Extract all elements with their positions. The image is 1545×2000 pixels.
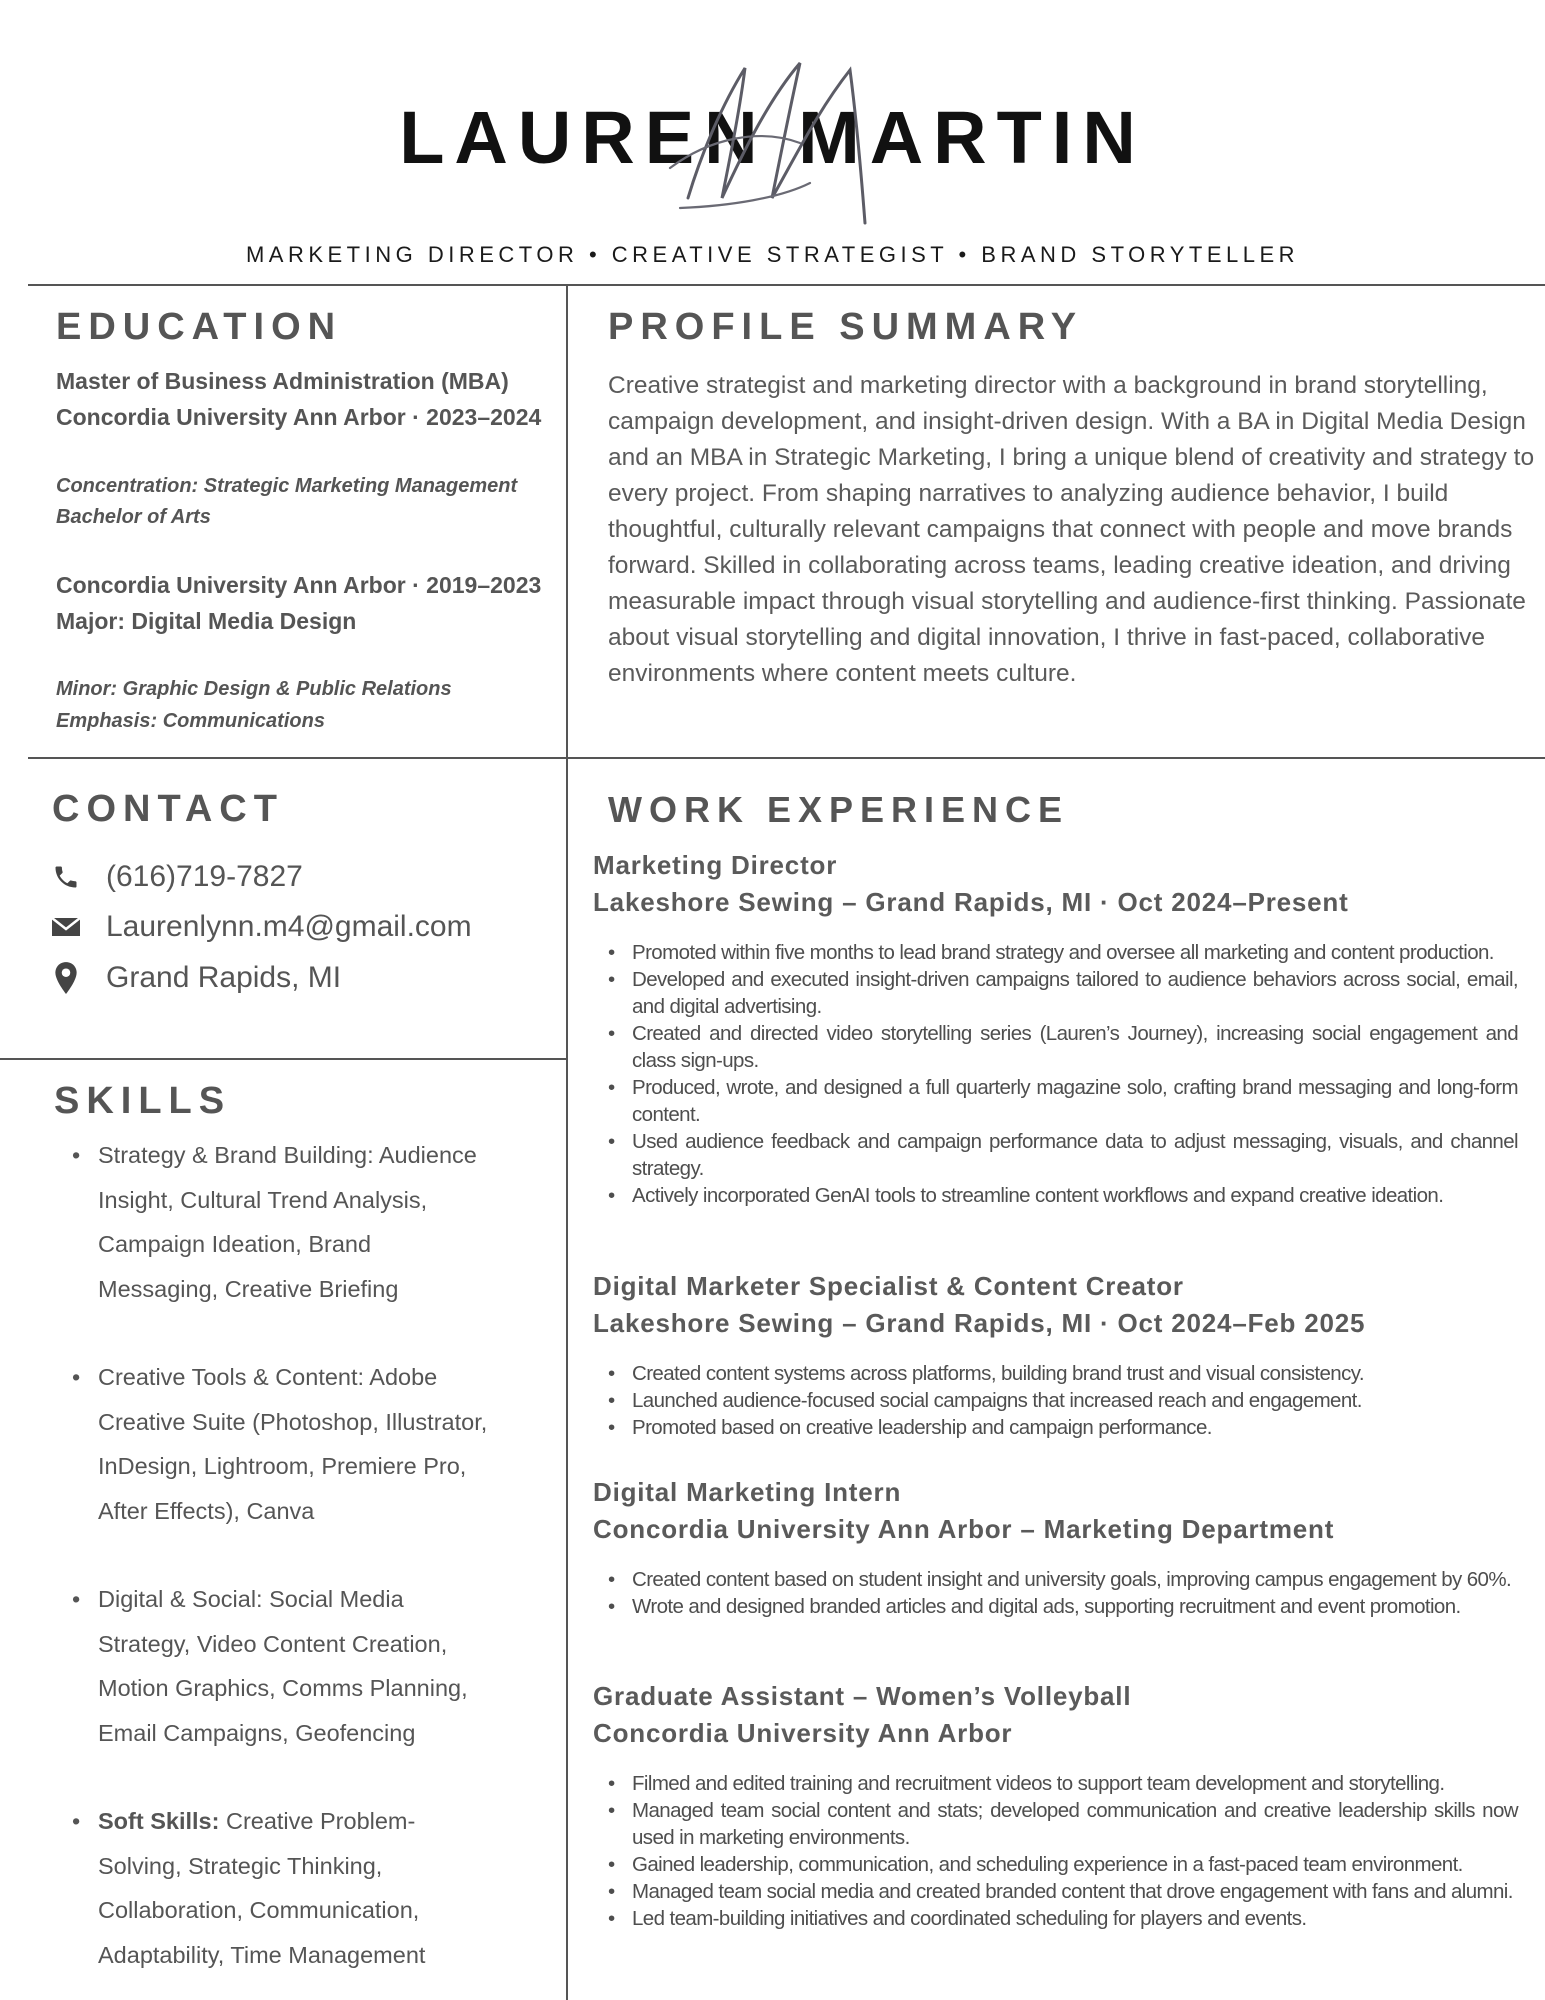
skill-item: • Strategy & Brand Building: Audience Insight, Cultural Trend Analysis, Campaign Ideation, Brand Messaging, Creative Briefing — [70, 1133, 490, 1311]
job-bullet: • Filmed and edited training and recruitment videos to support team development and storytelling. — [593, 1770, 1518, 1797]
education-emphasis: Emphasis: Communications — [56, 710, 325, 732]
job-marketing-intern — [593, 1474, 1523, 1620]
phone-icon — [50, 861, 82, 893]
mail-icon — [50, 911, 82, 943]
job-bullet: • Launched audience-focused social campaigns that increased reach and engagement. — [593, 1387, 1518, 1414]
skill-item: • Creative Tools & Content: Adobe Creative Suite (Photoshop, Illustrator, InDesign, Lightroom, Premiere Pro, After Effects), Canva — [70, 1355, 490, 1533]
job-bullet: • Developed and executed insight-driven campaigns tailored to audience behaviors across social, email, and digital advertising. — [593, 966, 1518, 1020]
divider-contact-skills — [0, 1058, 567, 1060]
signature-monogram — [650, 48, 950, 228]
skill-item: • Digital & Social: Social Media Strategy, Video Content Creation, Motion Graphics, Comms Planning, Email Campaigns, Geofencing — [70, 1577, 490, 1755]
education-heading: EDUCATION — [56, 306, 343, 348]
job-org: Concordia University Ann Arbor — [593, 1718, 1013, 1748]
job-org: Concordia University Ann Arbor – Marketing Department — [593, 1514, 1335, 1544]
education-bachelor: Bachelor of Arts — [56, 506, 211, 528]
experience-heading: WORK EXPERIENCE — [608, 789, 1070, 830]
job-bullet: • Led team-building initiatives and coordinated scheduling for players and events. — [593, 1905, 1518, 1932]
profile-heading: PROFILE SUMMARY — [608, 306, 1084, 348]
divider-vertical — [566, 285, 568, 2000]
job-bullet: • Created content based on student insight and university goals, improving campus engagement by 60%. — [593, 1566, 1518, 1593]
contact-location-text: Grand Rapids, MI — [106, 961, 342, 994]
job-bullets — [593, 1566, 1518, 1620]
job-title: Digital Marketer Specialist & Content Creator — [593, 1271, 1184, 1301]
job-bullet: • Wrote and designed branded articles and digital ads, supporting recruitment and event promotion. — [593, 1593, 1518, 1620]
job-bullet: • Actively incorporated GenAI tools to streamline content workflows and expand creative ideation. — [593, 1182, 1518, 1209]
contact-email-text: Laurenlynn.m4@gmail.com — [106, 910, 472, 943]
skill-label: Soft Skills: — [98, 1808, 220, 1834]
job-bullets — [593, 939, 1518, 1209]
job-title: Graduate Assistant – Women’s Volleyball — [593, 1681, 1132, 1711]
contact-email — [50, 907, 472, 947]
job-title: Digital Marketing Intern — [593, 1477, 902, 1507]
job-bullets — [593, 1360, 1518, 1441]
education-concentration: Concentration: Strategic Marketing Management — [56, 475, 518, 497]
contact-heading: CONTACT — [52, 788, 284, 830]
job-title: Marketing Director — [593, 850, 838, 880]
job-bullets — [593, 1770, 1518, 1932]
job-bullet: • Promoted based on creative leadership and campaign performance. — [593, 1414, 1518, 1441]
skills-list — [70, 1133, 490, 1977]
job-graduate-assistant — [593, 1678, 1523, 1932]
job-bullet: • Managed team social media and created branded content that drove engagement with fans and alumni. — [593, 1878, 1518, 1905]
contact-phone — [50, 857, 303, 897]
contact-phone-text: (616)719-7827 — [106, 860, 303, 893]
education-major: Major: Digital Media Design — [56, 608, 357, 634]
skill-item: • Soft Skills: Creative Problem-Solving, Strategic Thinking, Collaboration, Communication, Adaptability, Time Management — [70, 1799, 490, 1977]
job-digital-marketer — [593, 1268, 1523, 1441]
contact-location — [50, 958, 341, 998]
education-degree-mba: Master of Business Administration (MBA) — [56, 368, 509, 394]
education-school-ba: Concordia University Ann Arbor · 2019–2023 — [56, 572, 542, 598]
job-bullet: • Produced, wrote, and designed a full quarterly magazine solo, crafting brand messaging and long-form content. — [593, 1074, 1518, 1128]
job-marketing-director — [593, 847, 1523, 1209]
job-bullet: • Promoted within five months to lead brand strategy and oversee all marketing and content production. — [593, 939, 1518, 966]
profile-summary-text: Creative strategist and marketing director with a background in brand storytelling, campaign development, and insight-driven design. With a BA in Digital Media Design and an MBA in Strategic Marketing, I bring a unique blend of creativity and strategy to every project. From shaping narratives to analyzing audience behavior, I build thoughtful, culturally relevant campaigns that connect with people and move brands forward. Skilled in collaborating across teams, leading creative ideation, and driving measurable impact through visual storytelling and audience-first thinking. Passionate about visual storytelling and digital innovation, I thrive in fast-paced, collaborative environments where content meets culture. — [608, 372, 1535, 687]
job-bullet: • Managed team social content and stats; developed communication and creative leadership skills now used in marketing environments. — [593, 1797, 1518, 1851]
job-bullet: • Created and directed video storytelling series (Lauren’s Journey), increasing social engagement and class sign-ups. — [593, 1020, 1518, 1074]
job-org: Lakeshore Sewing – Grand Rapids, MI · Oct 2024–Present — [593, 887, 1349, 917]
education-minor: Minor: Graphic Design & Public Relations — [56, 678, 452, 700]
divider-header — [28, 284, 1545, 286]
location-pin-icon — [50, 962, 82, 994]
divider-middle — [28, 757, 1545, 759]
job-bullet: • Gained leadership, communication, and scheduling experience in a fast-paced team environment. — [593, 1851, 1518, 1878]
skills-heading: SKILLS — [54, 1080, 232, 1122]
tagline: MARKETING DIRECTOR • CREATIVE STRATEGIST • BRAND STORYTELLER — [245, 242, 1300, 267]
education-school-mba: Concordia University Ann Arbor · 2023–2024 — [56, 404, 542, 430]
job-org: Lakeshore Sewing – Grand Rapids, MI · Oct 2024–Feb 2025 — [593, 1308, 1366, 1338]
job-bullet: • Used audience feedback and campaign performance data to adjust messaging, visuals, and channel strategy. — [593, 1128, 1518, 1182]
resume-name: LAUREN MARTIN — [399, 96, 1146, 179]
job-bullet: • Created content systems across platforms, building brand trust and visual consistency. — [593, 1360, 1518, 1387]
